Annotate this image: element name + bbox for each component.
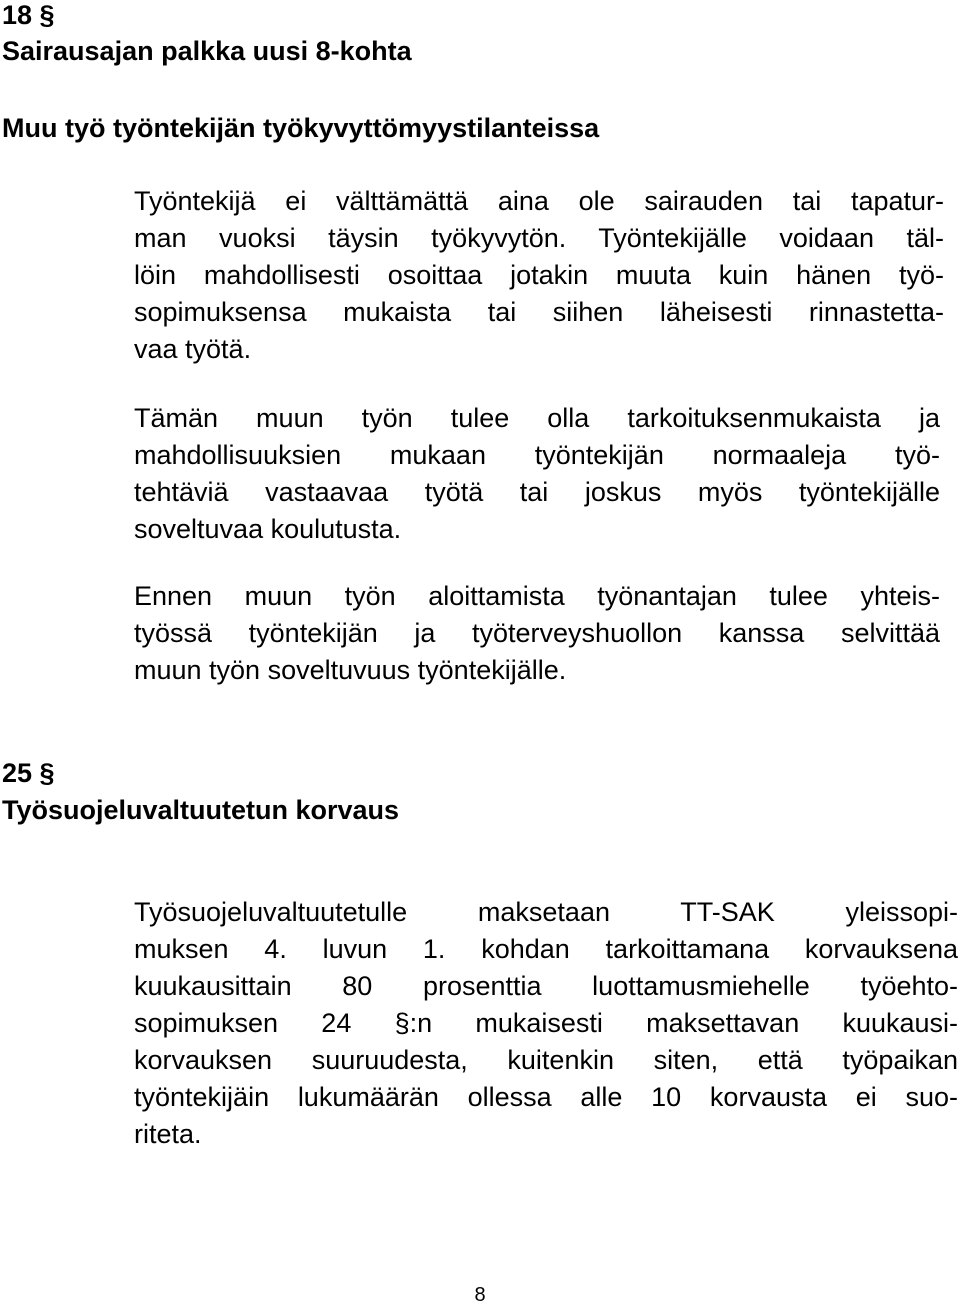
- section-18-paragraph-3: [134, 578, 940, 689]
- section-18-title: Sairausajan palkka uusi 8-kohta: [2, 36, 412, 66]
- text-line: vaa työtä.: [134, 334, 252, 364]
- section-18-subtitle: Muu työ työntekijän työkyvyttömyystilanteissa: [2, 113, 600, 143]
- text-line: riteta.: [134, 1119, 202, 1149]
- text-line: Tämän muun työn tulee olla tarkoituksenmukaista ja: [134, 403, 940, 433]
- text-line: Työntekijä ei välttämättä aina ole sairauden tai tapatur-: [134, 186, 944, 216]
- section-18-paragraph-1: [134, 183, 944, 368]
- section-25-title: Työsuojeluvaltuutetun korvaus: [2, 795, 400, 825]
- text-line: soveltuvaa koulutusta.: [134, 514, 402, 544]
- section-18-paragraph-2: [134, 400, 940, 548]
- text-line: kuukausittain 80 prosenttia luottamusmiehelle työehto-: [134, 971, 958, 1001]
- text-line: mahdollisuuksien mukaan työntekijän normaaleja työ-: [134, 440, 940, 470]
- text-line: työssä työntekijän ja työterveyshuollon kanssa selvittää: [134, 618, 940, 648]
- section-18-number: 18 §: [2, 0, 55, 30]
- text-line: Ennen muun työn aloittamista työnantajan tulee yhteis-: [134, 581, 940, 611]
- text-line: muksen 4. luvun 1. kohdan tarkoittamana korvauksena: [134, 934, 958, 964]
- text-line: tehtäviä vastaavaa työtä tai joskus myös työntekijälle: [134, 477, 940, 507]
- text-line: sopimuksen 24 §:n mukaisesti maksettavan kuukausi-: [134, 1008, 958, 1038]
- text-line: korvauksen suuruudesta, kuitenkin siten, että työpaikan: [134, 1045, 958, 1075]
- text-line: löin mahdollisesti osoittaa jotakin muuta kuin hänen työ-: [134, 260, 944, 290]
- text-line: sopimuksensa mukaista tai siihen läheisesti rinnastetta-: [134, 297, 944, 327]
- text-line: man vuoksi täysin työkyvytön. Työntekijälle voidaan täl-: [134, 223, 944, 253]
- section-25-paragraph-1: [134, 894, 958, 1153]
- text-line: muun työn soveltuvuus työntekijälle.: [134, 655, 567, 685]
- page-number: 8: [474, 1284, 486, 1306]
- text-line: työntekijäin lukumäärän ollessa alle 10 korvausta ei suo-: [134, 1082, 958, 1112]
- text-line: Työsuojeluvaltuutetulle maksetaan TT-SAK yleissopi-: [134, 897, 958, 927]
- section-25-number: 25 §: [2, 758, 55, 788]
